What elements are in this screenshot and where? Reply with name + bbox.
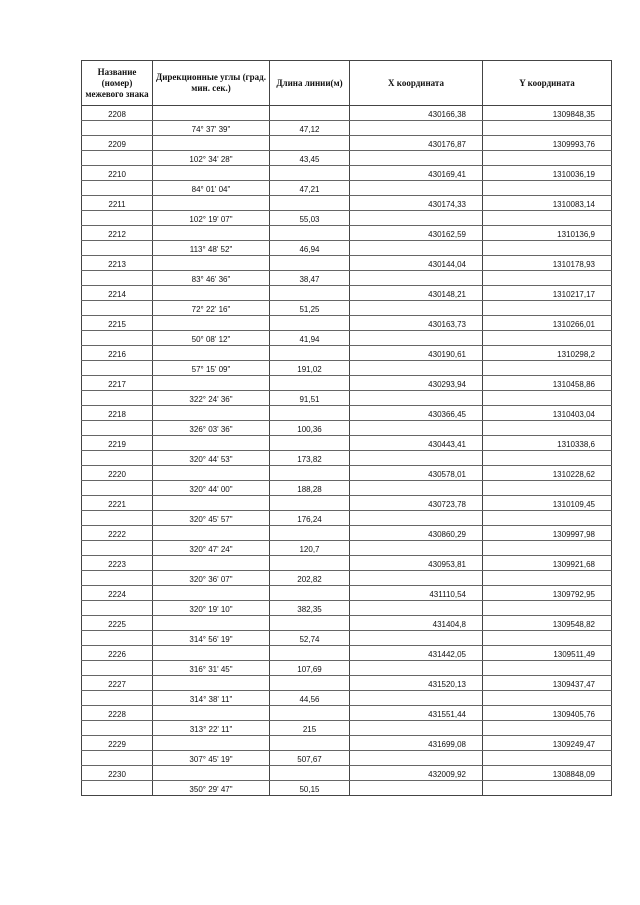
empty-cell [270, 106, 350, 121]
empty-cell [350, 481, 483, 496]
direction-angle: 316° 31' 45" [153, 661, 270, 676]
table-row [82, 421, 612, 436]
table-row [82, 556, 612, 571]
x-coordinate: 430166,38 [350, 106, 483, 121]
empty-cell [82, 121, 153, 136]
x-coordinate: 430176,87 [350, 136, 483, 151]
empty-cell [270, 526, 350, 541]
header-y-coordinate: Y координата [483, 61, 612, 106]
empty-cell [483, 541, 612, 556]
empty-cell [483, 391, 612, 406]
direction-angle: 83° 46' 36" [153, 271, 270, 286]
line-length: 107,69 [270, 661, 350, 676]
point-name: 2229 [82, 736, 153, 751]
line-length: 176,24 [270, 511, 350, 526]
point-name: 2230 [82, 766, 153, 781]
line-length: 46,94 [270, 241, 350, 256]
table-row [82, 106, 612, 121]
y-coordinate: 1310403,04 [483, 406, 612, 421]
y-coordinate: 1310136,9 [483, 226, 612, 241]
x-coordinate: 431520,13 [350, 676, 483, 691]
empty-cell [270, 466, 350, 481]
line-length: 38,47 [270, 271, 350, 286]
x-coordinate: 431404,8 [350, 616, 483, 631]
table-row [82, 736, 612, 751]
direction-angle: 320° 45' 57" [153, 511, 270, 526]
empty-cell [270, 256, 350, 271]
point-name: 2211 [82, 196, 153, 211]
empty-cell [270, 196, 350, 211]
empty-cell [82, 391, 153, 406]
header-direction-angle: Дирекционные углы (град. мин. сек.) [153, 61, 270, 106]
empty-cell [153, 466, 270, 481]
table-row [82, 406, 612, 421]
empty-cell [483, 271, 612, 286]
y-coordinate: 1310178,93 [483, 256, 612, 271]
table-row [82, 511, 612, 526]
direction-angle: 326° 03' 36" [153, 421, 270, 436]
point-name: 2210 [82, 166, 153, 181]
empty-cell [350, 301, 483, 316]
empty-cell [82, 631, 153, 646]
empty-cell [350, 751, 483, 766]
empty-cell [153, 406, 270, 421]
table-row [82, 466, 612, 481]
empty-cell [82, 331, 153, 346]
empty-cell [270, 676, 350, 691]
table-row [82, 571, 612, 586]
point-name: 2222 [82, 526, 153, 541]
table-header-row [82, 61, 612, 106]
empty-cell [82, 211, 153, 226]
line-length: 188,28 [270, 481, 350, 496]
empty-cell [483, 751, 612, 766]
empty-cell [82, 541, 153, 556]
empty-cell [483, 781, 612, 796]
line-length: 47,21 [270, 181, 350, 196]
empty-cell [270, 556, 350, 571]
empty-cell [270, 316, 350, 331]
direction-angle: 74° 37' 39" [153, 121, 270, 136]
table-row [82, 361, 612, 376]
y-coordinate: 1309437,47 [483, 676, 612, 691]
x-coordinate: 432009,92 [350, 766, 483, 781]
empty-cell [82, 361, 153, 376]
header-line-length: Длина линии(м) [270, 61, 350, 106]
line-length: 191,02 [270, 361, 350, 376]
y-coordinate: 1310338,6 [483, 436, 612, 451]
empty-cell [153, 346, 270, 361]
empty-cell [483, 361, 612, 376]
table-row [82, 496, 612, 511]
point-name: 2213 [82, 256, 153, 271]
empty-cell [483, 301, 612, 316]
direction-angle: 102° 19' 07" [153, 211, 270, 226]
y-coordinate: 1309997,98 [483, 526, 612, 541]
empty-cell [82, 721, 153, 736]
x-coordinate: 430174,33 [350, 196, 483, 211]
x-coordinate: 431551,44 [350, 706, 483, 721]
y-coordinate: 1309548,82 [483, 616, 612, 631]
table-row [82, 661, 612, 676]
empty-cell [82, 781, 153, 796]
empty-cell [483, 631, 612, 646]
point-name: 2224 [82, 586, 153, 601]
point-name: 2208 [82, 106, 153, 121]
point-name: 2209 [82, 136, 153, 151]
empty-cell [483, 481, 612, 496]
line-length: 41,94 [270, 331, 350, 346]
table-row [82, 586, 612, 601]
line-length: 382,35 [270, 601, 350, 616]
table-row [82, 691, 612, 706]
direction-angle: 57° 15' 09" [153, 361, 270, 376]
line-length: 44,56 [270, 691, 350, 706]
empty-cell [483, 511, 612, 526]
direction-angle: 320° 44' 00" [153, 481, 270, 496]
x-coordinate: 430723,78 [350, 496, 483, 511]
empty-cell [483, 451, 612, 466]
empty-cell [153, 106, 270, 121]
empty-cell [270, 766, 350, 781]
direction-angle: 72° 22' 16" [153, 301, 270, 316]
table-row [82, 781, 612, 796]
empty-cell [270, 226, 350, 241]
table-row [82, 271, 612, 286]
direction-angle: 313° 22' 11" [153, 721, 270, 736]
empty-cell [350, 421, 483, 436]
empty-cell [153, 136, 270, 151]
y-coordinate: 1309405,76 [483, 706, 612, 721]
x-coordinate: 430443,41 [350, 436, 483, 451]
table-row [82, 241, 612, 256]
empty-cell [82, 751, 153, 766]
empty-cell [350, 631, 483, 646]
table-row [82, 526, 612, 541]
direction-angle: 350° 29' 47" [153, 781, 270, 796]
empty-cell [82, 151, 153, 166]
empty-cell [350, 571, 483, 586]
boundary-coordinates-table [81, 60, 612, 796]
point-name: 2225 [82, 616, 153, 631]
table-row [82, 766, 612, 781]
point-name: 2221 [82, 496, 153, 511]
table-row [82, 226, 612, 241]
empty-cell [153, 376, 270, 391]
x-coordinate: 430578,01 [350, 466, 483, 481]
line-length: 51,25 [270, 301, 350, 316]
direction-angle: 322° 24' 36" [153, 391, 270, 406]
empty-cell [153, 736, 270, 751]
empty-cell [483, 241, 612, 256]
empty-cell [350, 781, 483, 796]
table-row [82, 436, 612, 451]
empty-cell [270, 436, 350, 451]
table-row [82, 541, 612, 556]
table-row [82, 151, 612, 166]
empty-cell [270, 136, 350, 151]
line-length: 173,82 [270, 451, 350, 466]
empty-cell [82, 481, 153, 496]
table-row [82, 211, 612, 226]
empty-cell [82, 661, 153, 676]
empty-cell [270, 346, 350, 361]
point-name: 2214 [82, 286, 153, 301]
x-coordinate: 430169,41 [350, 166, 483, 181]
point-name: 2220 [82, 466, 153, 481]
line-length: 215 [270, 721, 350, 736]
x-coordinate: 430148,21 [350, 286, 483, 301]
line-length: 202,82 [270, 571, 350, 586]
line-length: 91,51 [270, 391, 350, 406]
table-row [82, 676, 612, 691]
empty-cell [82, 511, 153, 526]
empty-cell [350, 601, 483, 616]
x-coordinate: 430860,29 [350, 526, 483, 541]
empty-cell [483, 211, 612, 226]
empty-cell [153, 646, 270, 661]
empty-cell [350, 271, 483, 286]
line-length: 55,03 [270, 211, 350, 226]
point-name: 2216 [82, 346, 153, 361]
table-row [82, 301, 612, 316]
empty-cell [270, 586, 350, 601]
direction-angle: 314° 38' 11" [153, 691, 270, 706]
empty-cell [153, 616, 270, 631]
empty-cell [483, 181, 612, 196]
y-coordinate: 1310083,14 [483, 196, 612, 211]
table-row [82, 376, 612, 391]
table-row [82, 166, 612, 181]
empty-cell [483, 601, 612, 616]
empty-cell [82, 451, 153, 466]
x-coordinate: 431442,05 [350, 646, 483, 661]
y-coordinate: 1309249,47 [483, 736, 612, 751]
empty-cell [82, 691, 153, 706]
empty-cell [483, 661, 612, 676]
table-row [82, 256, 612, 271]
empty-cell [350, 721, 483, 736]
empty-cell [350, 361, 483, 376]
table-row [82, 631, 612, 646]
empty-cell [153, 496, 270, 511]
line-length: 52,74 [270, 631, 350, 646]
empty-cell [350, 391, 483, 406]
empty-cell [153, 706, 270, 721]
line-length: 43,45 [270, 151, 350, 166]
empty-cell [483, 691, 612, 706]
empty-cell [483, 421, 612, 436]
empty-cell [153, 436, 270, 451]
table-row [82, 316, 612, 331]
empty-cell [270, 646, 350, 661]
empty-cell [153, 526, 270, 541]
empty-cell [82, 601, 153, 616]
empty-cell [350, 541, 483, 556]
empty-cell [350, 211, 483, 226]
empty-cell [270, 736, 350, 751]
direction-angle: 84° 01' 04" [153, 181, 270, 196]
empty-cell [350, 661, 483, 676]
empty-cell [350, 331, 483, 346]
empty-cell [153, 586, 270, 601]
empty-cell [82, 271, 153, 286]
empty-cell [483, 331, 612, 346]
empty-cell [82, 181, 153, 196]
y-coordinate: 1309848,35 [483, 106, 612, 121]
line-length: 120,7 [270, 541, 350, 556]
table-row [82, 481, 612, 496]
empty-cell [483, 151, 612, 166]
point-name: 2215 [82, 316, 153, 331]
empty-cell [270, 376, 350, 391]
table-row [82, 196, 612, 211]
y-coordinate: 1309921,68 [483, 556, 612, 571]
direction-angle: 102° 34' 28" [153, 151, 270, 166]
table-row [82, 286, 612, 301]
empty-cell [153, 286, 270, 301]
line-length: 100,36 [270, 421, 350, 436]
y-coordinate: 1310217,17 [483, 286, 612, 301]
empty-cell [82, 301, 153, 316]
header-x-coordinate: X координата [350, 61, 483, 106]
x-coordinate: 430190,61 [350, 346, 483, 361]
table-row [82, 451, 612, 466]
header-point-name: Название (номер) межевого знака [82, 61, 153, 106]
y-coordinate: 1310228,62 [483, 466, 612, 481]
x-coordinate: 430163,73 [350, 316, 483, 331]
point-name: 2219 [82, 436, 153, 451]
direction-angle: 320° 44' 53" [153, 451, 270, 466]
empty-cell [350, 151, 483, 166]
empty-cell [153, 256, 270, 271]
y-coordinate: 1310266,01 [483, 316, 612, 331]
point-name: 2227 [82, 676, 153, 691]
empty-cell [270, 706, 350, 721]
table-row [82, 721, 612, 736]
line-length: 47,12 [270, 121, 350, 136]
empty-cell [153, 556, 270, 571]
empty-cell [82, 571, 153, 586]
direction-angle: 50° 08' 12" [153, 331, 270, 346]
table-row [82, 391, 612, 406]
table-row [82, 331, 612, 346]
empty-cell [350, 691, 483, 706]
empty-cell [270, 406, 350, 421]
direction-angle: 314° 56' 19" [153, 631, 270, 646]
empty-cell [153, 766, 270, 781]
y-coordinate: 1310458,86 [483, 376, 612, 391]
x-coordinate: 431699,08 [350, 736, 483, 751]
y-coordinate: 1308848,09 [483, 766, 612, 781]
x-coordinate: 430293,94 [350, 376, 483, 391]
empty-cell [483, 571, 612, 586]
x-coordinate: 430162,59 [350, 226, 483, 241]
empty-cell [350, 121, 483, 136]
empty-cell [350, 181, 483, 196]
empty-cell [82, 421, 153, 436]
direction-angle: 320° 36' 07" [153, 571, 270, 586]
empty-cell [153, 196, 270, 211]
empty-cell [153, 316, 270, 331]
empty-cell [153, 226, 270, 241]
direction-angle: 307° 45' 19" [153, 751, 270, 766]
line-length: 507,67 [270, 751, 350, 766]
y-coordinate: 1309511,49 [483, 646, 612, 661]
point-name: 2217 [82, 376, 153, 391]
direction-angle: 320° 19' 10" [153, 601, 270, 616]
empty-cell [350, 241, 483, 256]
table-row [82, 181, 612, 196]
y-coordinate: 1309993,76 [483, 136, 612, 151]
empty-cell [483, 121, 612, 136]
table-row [82, 646, 612, 661]
x-coordinate: 430144,04 [350, 256, 483, 271]
y-coordinate: 1310298,2 [483, 346, 612, 361]
table-row [82, 601, 612, 616]
empty-cell [350, 511, 483, 526]
x-coordinate: 430953,81 [350, 556, 483, 571]
empty-cell [153, 166, 270, 181]
direction-angle: 113° 48' 52" [153, 241, 270, 256]
table-body [82, 106, 612, 796]
table-row [82, 751, 612, 766]
table-row [82, 136, 612, 151]
empty-cell [270, 496, 350, 511]
point-name: 2218 [82, 406, 153, 421]
line-length: 50,15 [270, 781, 350, 796]
empty-cell [270, 616, 350, 631]
x-coordinate: 430366,45 [350, 406, 483, 421]
point-name: 2226 [82, 646, 153, 661]
table-row [82, 121, 612, 136]
empty-cell [82, 241, 153, 256]
point-name: 2212 [82, 226, 153, 241]
y-coordinate: 1309792,95 [483, 586, 612, 601]
table-row [82, 616, 612, 631]
point-name: 2228 [82, 706, 153, 721]
y-coordinate: 1310109,45 [483, 496, 612, 511]
direction-angle: 320° 47' 24" [153, 541, 270, 556]
point-name: 2223 [82, 556, 153, 571]
x-coordinate: 431110,54 [350, 586, 483, 601]
empty-cell [153, 676, 270, 691]
empty-cell [270, 166, 350, 181]
empty-cell [483, 721, 612, 736]
empty-cell [270, 286, 350, 301]
table-row [82, 706, 612, 721]
empty-cell [350, 451, 483, 466]
y-coordinate: 1310036,19 [483, 166, 612, 181]
table-row [82, 346, 612, 361]
